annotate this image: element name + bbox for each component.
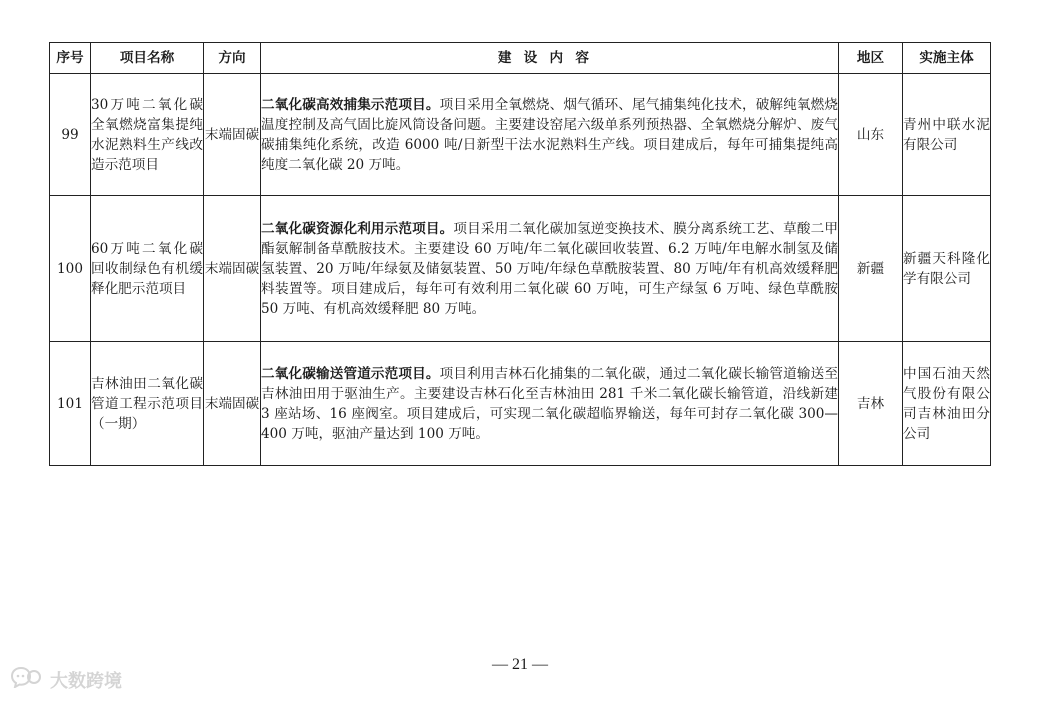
watermark-text: 大数跨境 — [50, 670, 122, 692]
project-direction: 末端固碳 — [204, 74, 261, 196]
header-entity: 实施主体 — [903, 43, 991, 74]
table-row — [50, 342, 991, 466]
project-table — [49, 42, 991, 466]
header-name: 项目名称 — [91, 43, 204, 74]
row-number: 99 — [50, 74, 91, 196]
project-region: 吉林 — [839, 342, 903, 466]
project-entity: 新疆天科隆化学有限公司 — [903, 196, 991, 342]
project-entity: 中国石油天然气股份有限公司吉林油田分公司 — [903, 342, 991, 466]
table-row — [50, 196, 991, 342]
project-direction: 末端固碳 — [204, 196, 261, 342]
content-title: 二氧化碳资源化利用示范项目。 — [261, 220, 454, 237]
project-name: 吉林油田二氧化碳管道工程示范项目（一期） — [91, 342, 204, 466]
header-region: 地区 — [839, 43, 903, 74]
header-direction: 方向 — [204, 43, 261, 74]
chat-bubble-logo-icon — [10, 666, 44, 693]
content-body: 项目采用全氧燃烧、烟气循环、尾气捕集纯化技术，破解纯氧燃烧温度控制及高气固比旋风筒设备问题。主要建设窑尾六级单系列预热器、全氧燃烧分解炉、废气碳捕集纯化系统，改造 6000 吨/日新型干法水泥熟料生产线。项目建成后，每年可捕集提纯高纯度二氧化碳 20 万吨。 — [261, 96, 838, 173]
content-title: 二氧化碳输送管道示范项目。 — [261, 365, 440, 382]
project-region: 山东 — [839, 74, 903, 196]
project-name: 30万吨二氧化碳全氧燃烧富集提纯水泥熟料生产线改造示范项目 — [91, 74, 204, 196]
watermark — [10, 666, 122, 693]
header-content: 建设内容 — [261, 43, 839, 74]
table-header-row — [50, 43, 991, 74]
project-entity: 青州中联水泥有限公司 — [903, 74, 991, 196]
project-content — [261, 196, 839, 342]
table-row — [50, 74, 991, 196]
project-content — [261, 74, 839, 196]
project-region: 新疆 — [839, 196, 903, 342]
page-number: — 21 — — [492, 656, 548, 673]
project-direction: 末端固碳 — [204, 342, 261, 466]
row-number: 100 — [50, 196, 91, 342]
content-body: 项目采用二氧化碳加氢逆变换技术、膜分离系统工艺、草酸二甲酯氨解制备草酰胺技术。主要建设 60 万吨/年二氧化碳回收装置、6.2 万吨/年电解水制氢及储氢装置、20 万吨/年绿氨及储氨装置、50 万吨/年绿色草酰胺装置、80 万吨/年有机高效缓释肥料装置等。项目建成后，每年可有效利用二氧化碳 60 万吨，可生产绿氢 6 万吨、绿色草酰胺 50 万吨、有机高效缓释肥 80 万吨。 — [261, 220, 839, 317]
header-no: 序号 — [50, 43, 91, 74]
content-title: 二氧化碳高效捕集示范项目。 — [261, 96, 440, 113]
content-body: 项目利用吉林石化捕集的二氧化碳，通过二氧化碳长输管道输送至吉林油田用于驱油生产。主要建设吉林石化至吉林油田 281 千米二氧化碳长输管道，沿线新建 3 座站场、16 座阀室。项目建成后，可实现二氧化碳超临界输送，每年可封存二氧化碳 300—400 万吨，驱油产量达到 100 万吨。 — [261, 365, 838, 442]
project-content — [261, 342, 839, 466]
row-number: 101 — [50, 342, 91, 466]
project-name: 60万吨二氧化碳回收制绿色有机缓释化肥示范项目 — [91, 196, 204, 342]
